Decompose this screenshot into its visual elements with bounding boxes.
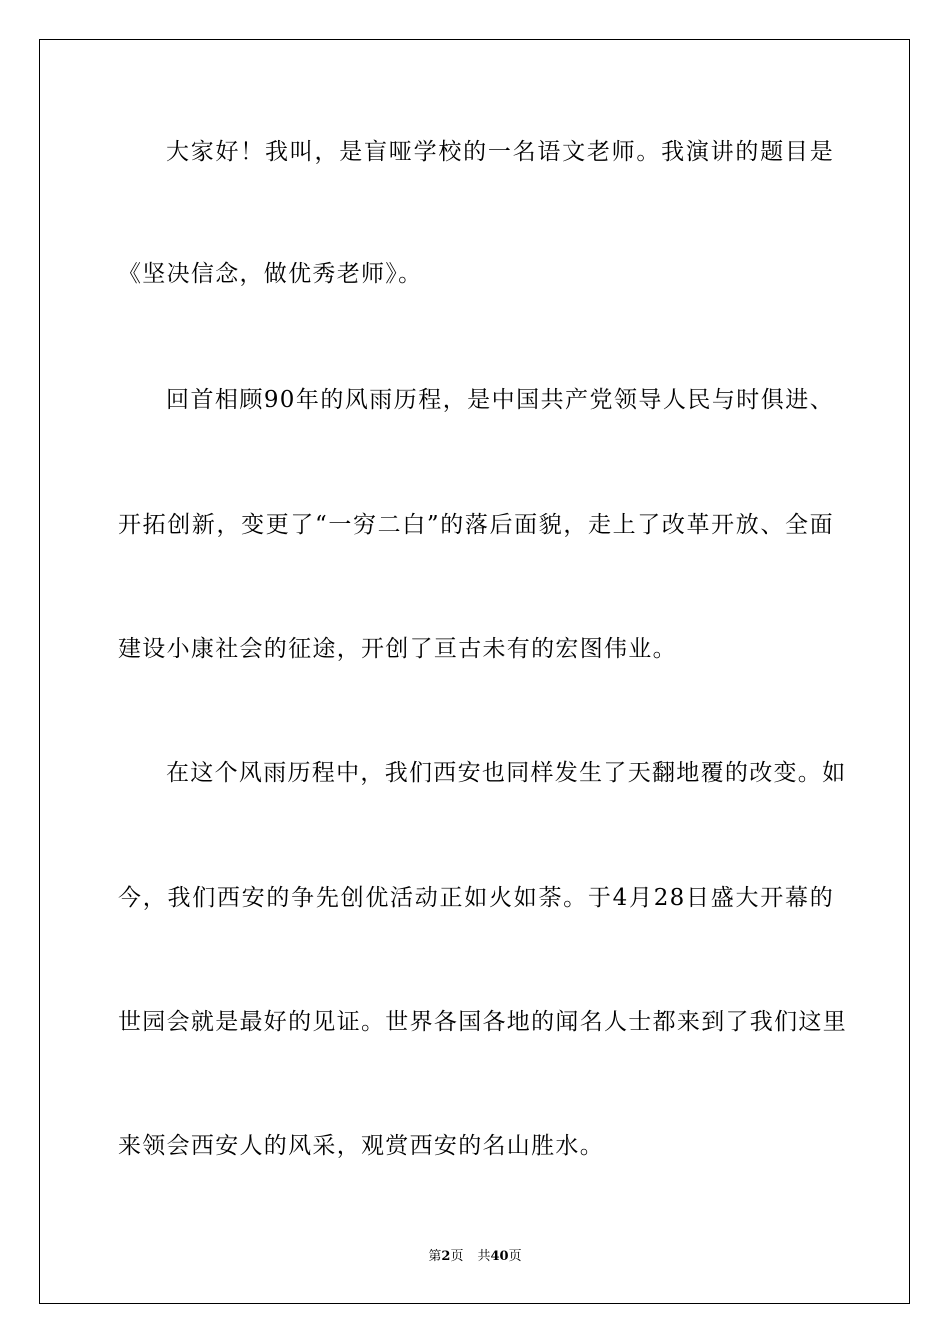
paragraph-2-line-1: 回首相顾90年的风雨历程，是中国共产党领导人民与时俱进、	[166, 387, 834, 413]
footer-page-prefix: 第	[428, 1249, 442, 1264]
page-footer	[0, 1248, 950, 1266]
footer-page-number: 2	[441, 1249, 451, 1264]
paragraph-2-line-3: 建设小康社会的征途，开创了亘古未有的宏图伟业。	[118, 636, 677, 662]
footer-total-pages: 40	[490, 1249, 509, 1264]
paragraph-1-line-2: 《坚决信念，做优秀老师》。	[118, 261, 423, 287]
footer-page-suffix: 页	[450, 1249, 464, 1264]
paragraph-1-line-1: 大家好！我叫，是盲哑学校的一名语文老师。我演讲的题目是	[166, 139, 834, 165]
paragraph-3-line-4: 来领会西安人的风采，观赏西安的名山胜水。	[118, 1133, 604, 1159]
paragraph-3-line-1: 在这个风雨历程中，我们西安也同样发生了天翻地覆的改变。如	[166, 760, 847, 786]
paragraph-2-line-2: 开拓创新，变更了“一穷二白”的落后面貌，走上了改革开放、全面	[118, 512, 834, 538]
footer-total-suffix: 页	[508, 1249, 522, 1264]
paragraph-3-line-3: 世园会就是最好的见证。世界各国各地的闻名人士都来到了我们这里	[118, 1009, 847, 1035]
page-border	[39, 39, 910, 1304]
footer-total-prefix: 共	[477, 1249, 491, 1264]
paragraph-3-line-2: 今，我们西安的争先创优活动正如火如荼。于4月28日盛大开幕的	[118, 885, 834, 911]
